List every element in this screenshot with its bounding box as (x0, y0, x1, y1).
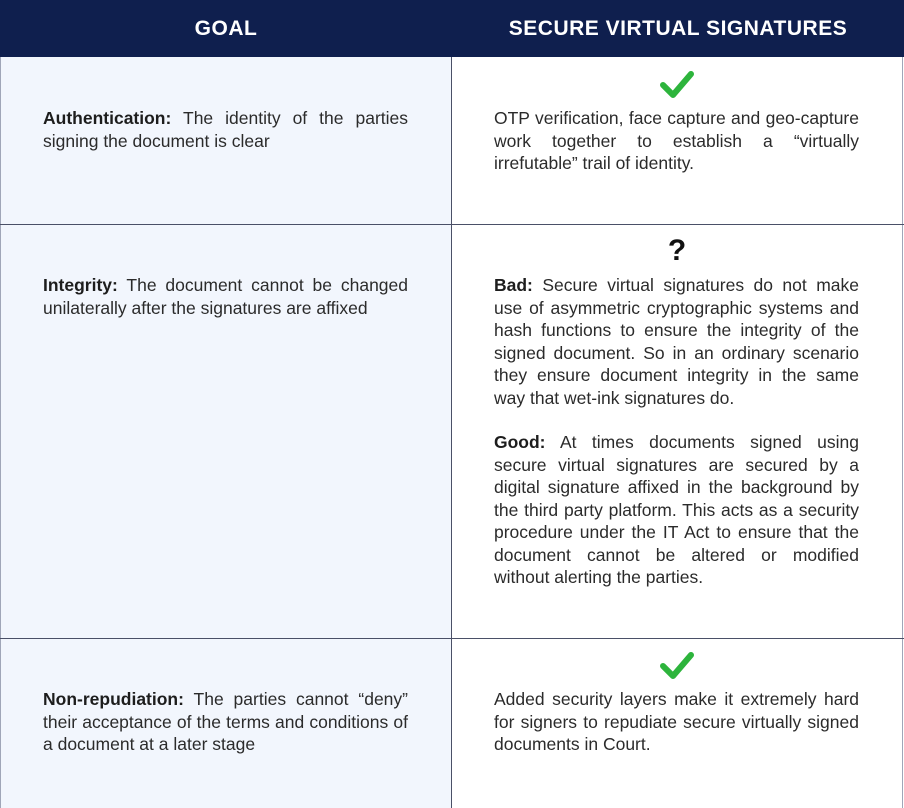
row-divider (0, 638, 904, 639)
integrity-detail (494, 274, 859, 611)
authentication-detail: OTP verification, face capture and geo-capture work together to establish a “virtually irrefutable” trail of identity. (494, 108, 859, 173)
integrity-goal (43, 274, 408, 319)
question-mark-icon: ? (667, 234, 687, 267)
non-repudiation-detail: Added security layers make it extremely hard for signers to repudiate secure virtually signed documents in Court. (494, 689, 859, 754)
integrity-goal-text: The document cannot be changed unilaterally after the signatures are affixed (43, 275, 408, 318)
integrity-bad-paragraph (494, 274, 859, 409)
integrity-good-text: At times documents signed using secure virtual signatures are secured by a digital signature affixed in the background by the third party platform. This acts as a security procedure under the IT Act to ensure that the document cannot be altered or modified without alerting the parties. (494, 432, 859, 587)
table-header (0, 0, 904, 57)
authentication-goal (43, 107, 408, 152)
header-secure-virtual-signatures: SECURE VIRTUAL SIGNATURES (508, 17, 848, 40)
integrity-bad-title: Bad: (494, 275, 533, 295)
check-icon (660, 70, 694, 100)
authentication-goal-title: Authentication: (43, 108, 172, 128)
check-icon (660, 651, 694, 681)
integrity-goal-title: Integrity: (43, 275, 118, 295)
row-divider (0, 224, 904, 225)
authentication-goal-text: The identity of the parties signing the document is clear (43, 108, 408, 151)
header-goal: GOAL (194, 17, 258, 40)
non-repudiation-goal-title: Non-repudiation: (43, 689, 184, 709)
integrity-good-title: Good: (494, 432, 546, 452)
integrity-bad-text: Secure virtual signatures do not make use of asymmetric cryptographic systems and hash functions to ensure the integrity of the signed document. So in an ordinary scenario they ensure document integrity in the same way that wet-ink signatures do. (494, 275, 859, 408)
non-repudiation-goal (43, 688, 408, 756)
integrity-good-paragraph (494, 431, 859, 589)
non-repudiation-goal-text: The parties cannot “deny” their acceptance of the terms and conditions of a document at a later stage (43, 689, 408, 754)
